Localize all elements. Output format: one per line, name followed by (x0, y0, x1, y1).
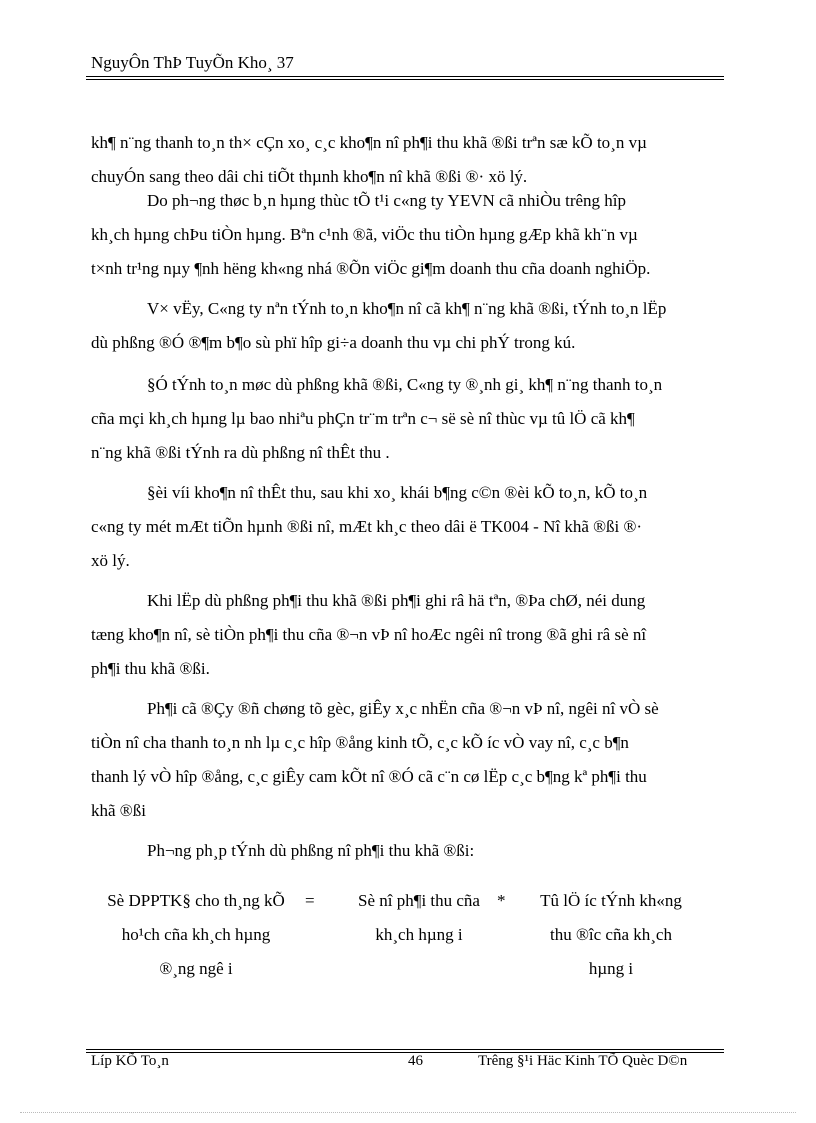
formula-left (91, 884, 301, 986)
line: khã ®ßi (91, 801, 146, 820)
line: §Ó tÝnh to¸n møc dù phßng khã ®ßi, C«ng ty ®¸nh gi¸ kh¶ n¨ng thanh to¸n (147, 375, 663, 394)
equals-sign: = (305, 891, 315, 910)
line: Do ph¬ng thøc b¸n hµng thùc tÕ t¹i c«ng ty YEVN cã nhiÒu trêng hîp (147, 191, 626, 210)
line: cña mçi kh¸ch hµng lµ bao nhiªu phÇn tr¨m trªn c¬ së sè nî thùc vµ tû lÖ cã kh¶ (91, 409, 635, 428)
formula-left-line: Sè DPPTK§ cho th¸ng kÕ (107, 891, 285, 910)
formula-right-line: hµng i (588, 959, 634, 978)
line: kh¶ n¨ng thanh to¸n th× cÇn xo¸ c¸c kho¶n nî ph¶i thu khã ®ßi trªn sæ kÕ to¸n vµ (91, 133, 647, 152)
formula-right (531, 884, 691, 986)
formula-right-line: Tû lÖ íc tÝnh kh«ng (540, 891, 682, 910)
header-rule-thin (86, 79, 724, 80)
paragraph-7 (91, 692, 723, 828)
paragraph-6 (91, 584, 723, 686)
formula-mid-line: Sè nî ph¶i thu cña (358, 891, 480, 910)
paragraph-4 (91, 368, 723, 470)
paragraph-5 (91, 476, 723, 578)
line: c«ng ty mét mÆt tiÕn hµnh ®ßi nî, mÆt kh¸c theo dâi ë TK004 - Nî khã ®ßi ®· (91, 517, 643, 536)
page-number: 46 (408, 1053, 423, 1069)
line: V× vËy, C«ng ty nªn tÝnh to¸n kho¶n nî cã kh¶ n¨ng khã ®ßi, tÝnh to¸n lËp (147, 299, 667, 318)
formula-middle (339, 884, 499, 952)
line: Ph¬ng ph¸p tÝnh dù phßng nî ph¶i thu khã ®ßi: (147, 841, 475, 860)
line: tiÒn nî cha thanh to¸n nh lµ c¸c hîp ®ång kinh tÕ, c¸c kÕ íc vÒ vay nî, c¸c b¶n (91, 733, 629, 752)
line: thanh lý vÒ hîp ®ång, c¸c giÊy cam kÕt nî ®Ó cã c¨n cø lËp c¸c b¶ng kª ph¶i thu (91, 767, 647, 786)
line: ph¶i thu khã ®ßi. (91, 659, 210, 678)
line: n¨ng khã ®ßi tÝnh ra dù phßng nî thÊt thu . (91, 443, 390, 462)
page-edge (20, 1112, 796, 1113)
line: kh¸ch hµng chÞu tiÒn hµng. Bªn c¹nh ®ã, viÖc thu tiÒn hµng gÆp khã kh¨n vµ (91, 225, 638, 244)
page-header: NguyÔn ThÞ TuyÕn Kho¸ 37 (91, 53, 294, 72)
formula-left-line: ®¸ng ngê i (159, 959, 233, 978)
footer-left: Líp KÕ To¸n (91, 1053, 169, 1069)
line: t×nh tr¹ng nµy ¶nh hëng kh«ng nhá ®Õn viÖc gi¶m doanh thu cña doanh nghiÖp. (91, 259, 651, 278)
line: tæng kho¶n nî, sè tiÒn ph¶i thu cña ®¬n vÞ nî hoÆc ngêi nî trong ®ã ghi râ sè nî (91, 625, 647, 644)
formula-left-line: ho¹ch cña kh¸ch hµng (121, 925, 271, 944)
line: dù phßng ®Ó ®¶m b¶o sù phï hîp gi÷a doanh thu vµ chi phÝ trong kú. (91, 333, 576, 352)
header-rule (86, 76, 724, 77)
paragraph-2 (91, 184, 723, 286)
line: Ph¶i cã ®Çy ®ñ chøng tõ gèc, giÊy x¸c nhËn cña ®¬n vÞ nî, ngêi nî vÒ sè (147, 699, 659, 718)
footer-rule (86, 1049, 724, 1050)
line: Khi lËp dù phßng ph¶i thu khã ®ßi ph¶i ghi râ hä tªn, ®Þa chØ, néi dung (147, 591, 646, 610)
line: §èi víi kho¶n nî thÊt thu, sau khi xo¸ khái b¶ng c©n ®èi kÕ to¸n, kÕ to¸n (147, 483, 648, 502)
formula-right-line: thu ®îc cña kh¸ch (550, 925, 672, 944)
formula-mid-line: kh¸ch hµng i (375, 925, 463, 944)
paragraph-3 (91, 292, 723, 360)
footer-right: Trêng §¹i Häc Kinh TÕ Quèc D©n (478, 1053, 688, 1069)
multiply-sign: * (497, 891, 506, 910)
paragraph-8 (91, 834, 723, 868)
line: xö lý. (91, 551, 130, 570)
line: chuyÓn sang theo dâi chi tiÕt thµnh kho¶n nî khã ®ßi ®· xö lý. (91, 167, 528, 186)
